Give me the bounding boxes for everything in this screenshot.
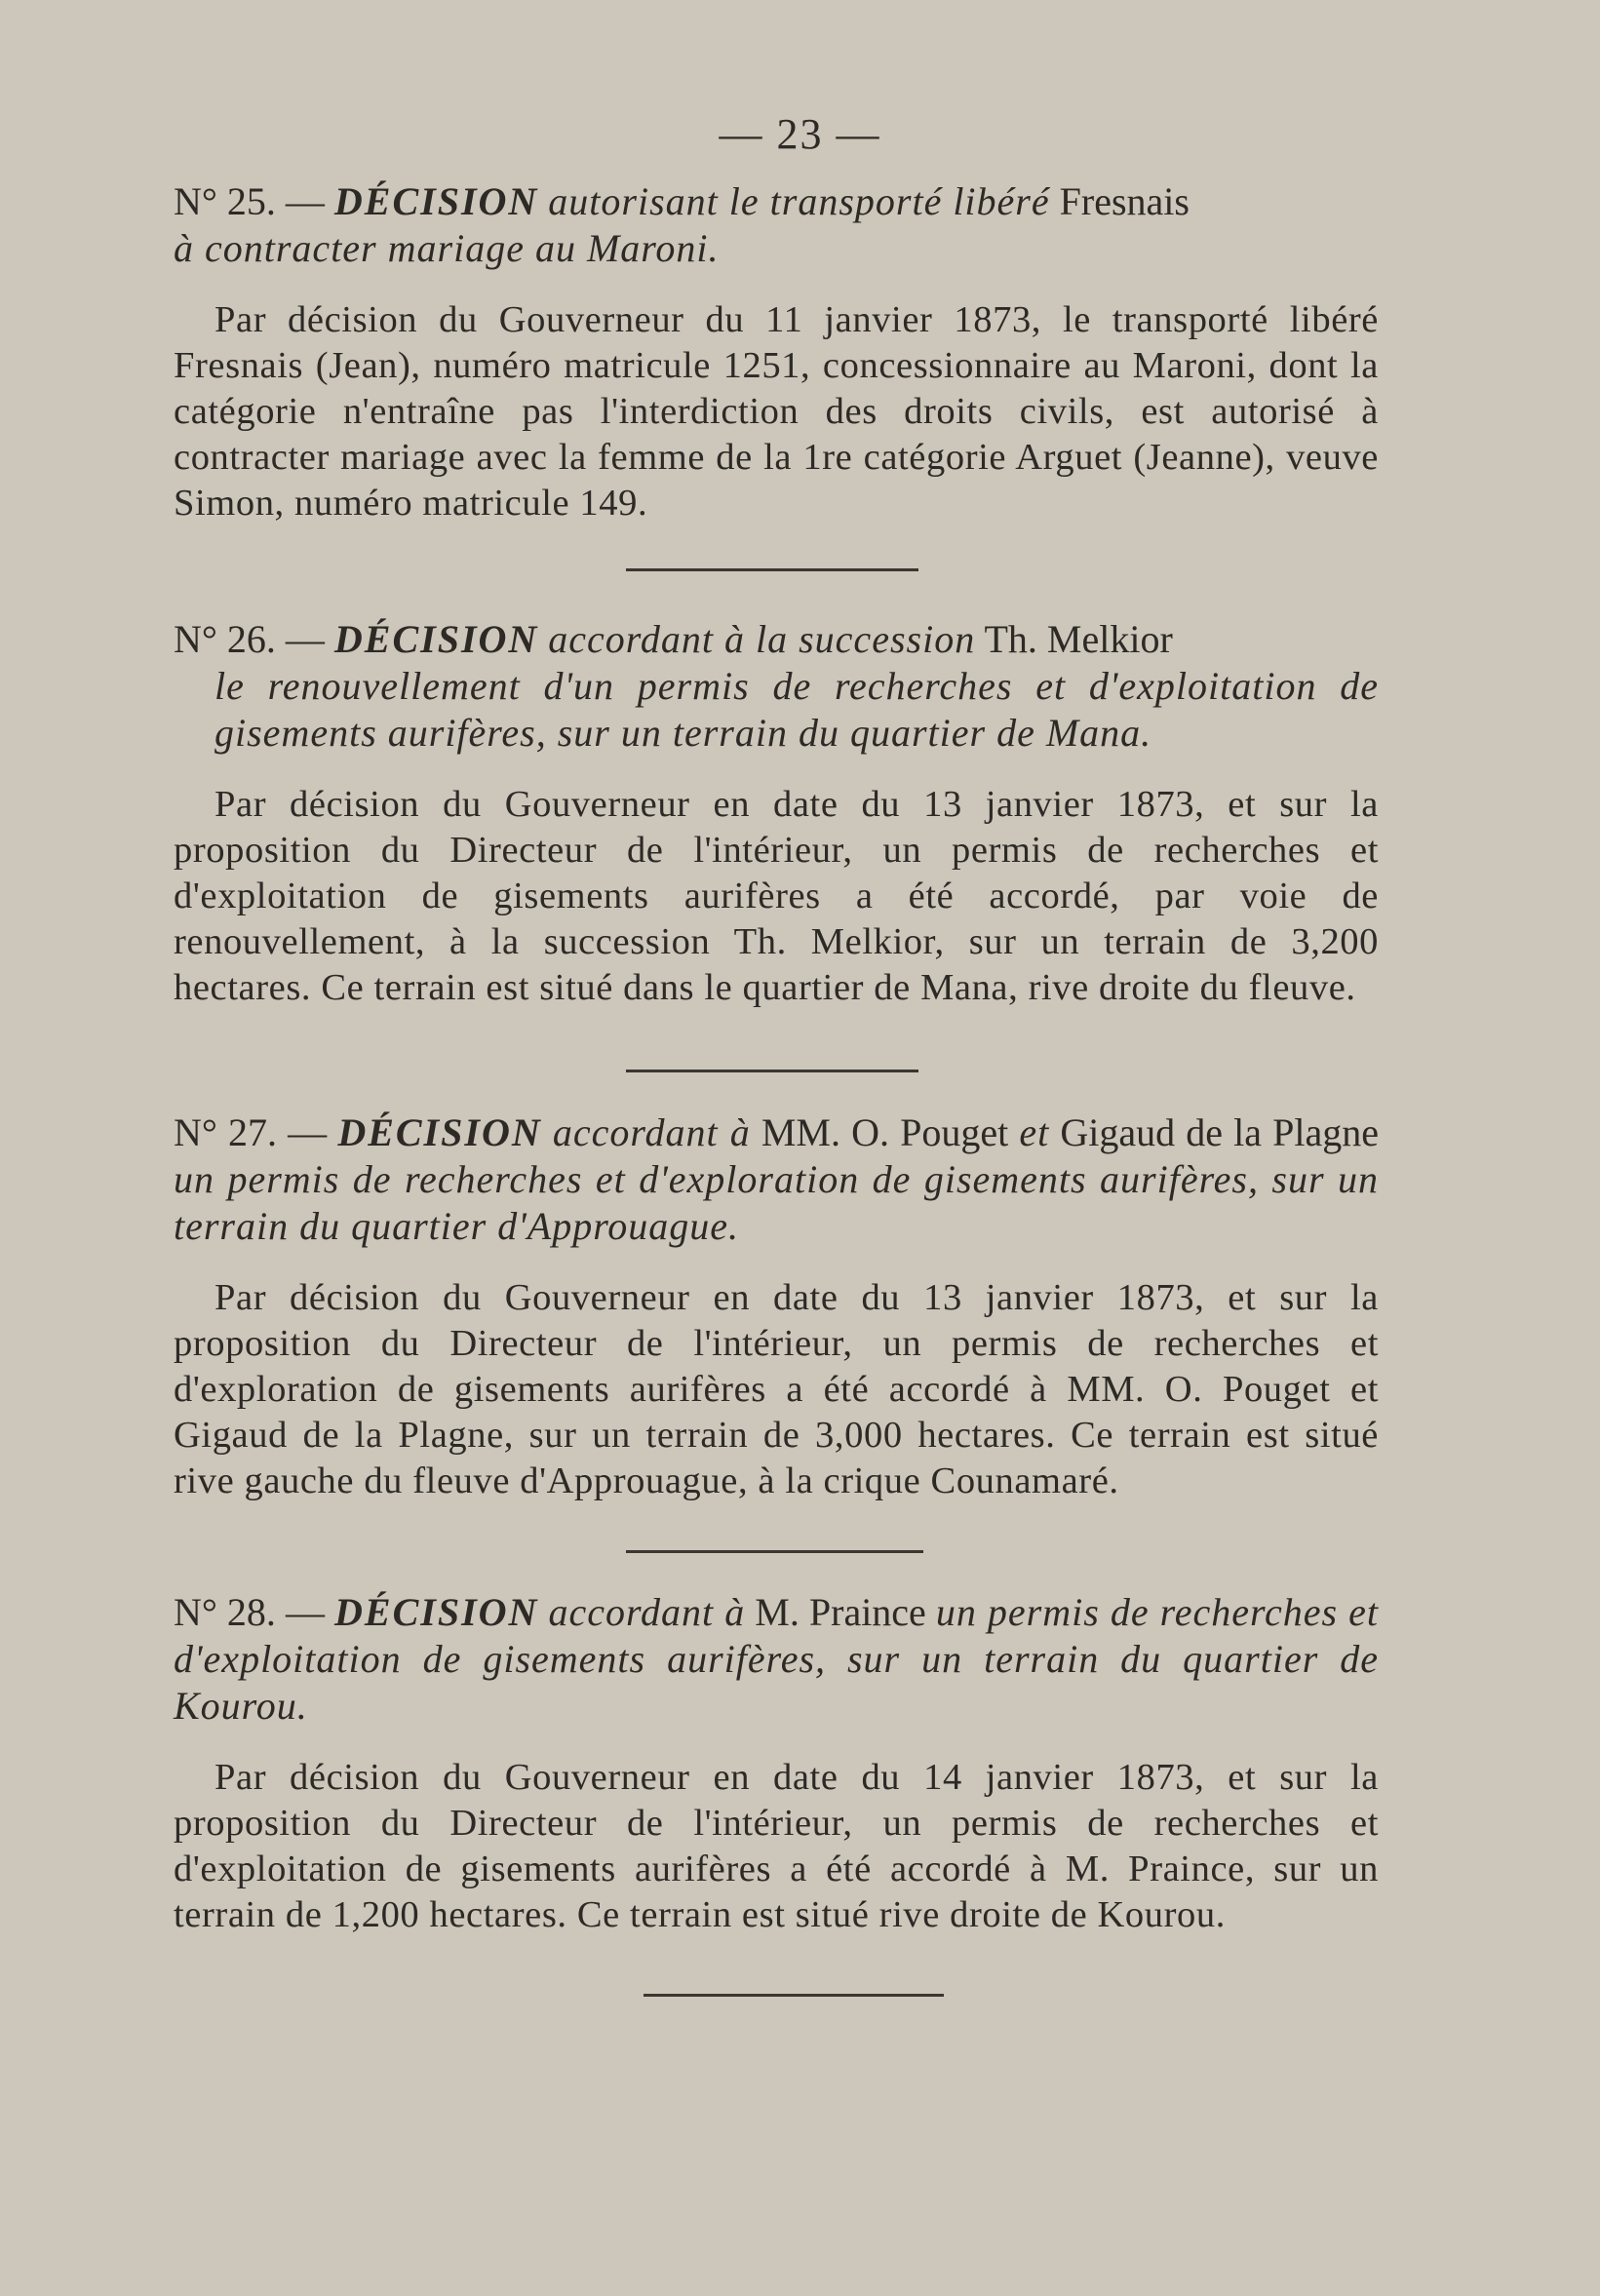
- entry-number: N° 27.: [174, 1110, 278, 1154]
- entry-title-conjunction: et: [1019, 1110, 1050, 1154]
- separator-rule: [626, 1070, 918, 1072]
- entry-heading: [174, 1109, 1379, 1250]
- entry-heading: [174, 1589, 1379, 1730]
- entry-number: N° 25.: [174, 179, 276, 223]
- entry-number: N° 28.: [174, 1590, 276, 1634]
- entry-title-continuation: un permis de recherches et d'exploration de gisements aurifères, sur un terrain du quartier d'Approuague.: [174, 1157, 1379, 1248]
- entry-body: Par décision du Gouverneur en date du 14 janvier 1873, et sur la proposition du Directeur de l'intérieur, un permis de recherches et d'exploitation de gisements aurifères a été accordé à M. Praince, sur un terrain de 1,200 hectares. Ce terrain est situé rive droite de Kourou.: [174, 1757, 1379, 1935]
- entry-26: [174, 616, 1379, 1011]
- entry-dash: —: [285, 1590, 325, 1634]
- entry-title-text: autorisant le transporté libéré: [548, 179, 1050, 223]
- entry-heading: [174, 616, 1379, 757]
- entry-dash: —: [288, 1110, 328, 1154]
- decision-keyword: DÉCISION: [334, 1590, 539, 1634]
- entry-title-continuation: un permis de recherches et d'exploitation de gisements aurifères, sur un terrain du quartier de Kourou.: [174, 1590, 1380, 1728]
- decision-keyword: DÉCISION: [337, 1110, 542, 1154]
- entry-dash: —: [285, 179, 325, 223]
- entry-25: [174, 178, 1379, 526]
- entry-27: [174, 1109, 1379, 1504]
- separator-rule: [644, 1994, 944, 1997]
- entry-heading: [174, 178, 1379, 272]
- entry-title-name: M. Praince: [755, 1590, 926, 1634]
- entry-title-name: MM. O. Pouget: [761, 1110, 1009, 1154]
- decision-keyword: DÉCISION: [333, 617, 539, 661]
- entry-title-name: Fresnais: [1059, 179, 1190, 223]
- entry-title-name-2: Gigaud de la Plagne: [1060, 1110, 1380, 1154]
- entry-body: Par décision du Gouverneur en date du 13 janvier 1873, et sur la proposition du Directeur de l'intérieur, un permis de recherches et d'exploration de gisements aurifères a été accordé à MM. O. Pouget et Gigaud de la Plagne, sur un terrain de 3,000 hectares. Ce terrain est situé rive gauche du fleuve d'Approuague, à la crique Counamaré.: [174, 1277, 1379, 1501]
- separator-rule: [626, 568, 918, 571]
- entry-28: [174, 1589, 1379, 1938]
- entry-title-text: accordant à la succession: [548, 617, 976, 661]
- separator-rule: [626, 1550, 923, 1553]
- entry-title-name: Th. Melkior: [984, 617, 1173, 661]
- entry-body: Par décision du Gouverneur en date du 13 janvier 1873, et sur la proposition du Directeur de l'intérieur, un permis de recherches et d'exploitation de gisements aurifères a été accordé, par voie de renouvellement, à la succession Th. Melkior, sur un terrain de 3,200 hectares. Ce terrain est situé dans le quartier de Mana, rive droite du fleuve.: [174, 784, 1379, 1008]
- page-number: — 23 —: [719, 110, 881, 158]
- entry-title-text: accordant à: [552, 1110, 751, 1154]
- decision-keyword: DÉCISION: [333, 179, 539, 223]
- entry-title-text: accordant à: [548, 1590, 746, 1634]
- entry-title-continuation: le renouvellement d'un permis de recherches et d'exploitation de gisements aurifères, sur un terrain du quartier de Mana.: [215, 664, 1379, 755]
- entry-dash: —: [285, 617, 325, 661]
- entry-number: N° 26.: [174, 617, 276, 661]
- entry-body: Par décision du Gouverneur du 11 janvier 1873, le transporté libéré Fresnais (Jean), numéro matricule 1251, concessionnaire au Maroni, dont la catégorie n'entraîne pas l'interdiction des droits civils, est autorisé à contracter mariage avec la femme de la 1re catégorie Arguet (Jeanne), veuve Simon, numéro matricule 149.: [174, 299, 1379, 524]
- entry-title-continuation: à contracter mariage au Maroni.: [174, 226, 720, 270]
